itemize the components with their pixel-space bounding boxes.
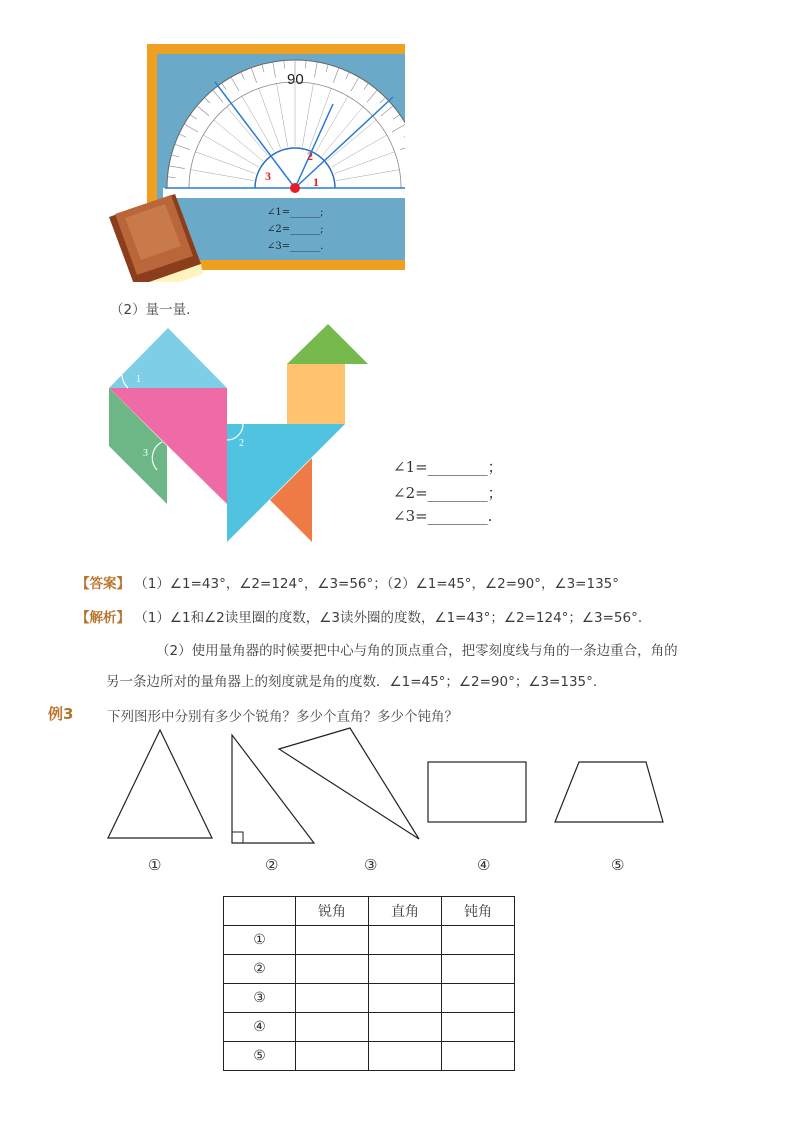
protractor-base <box>163 188 405 198</box>
part2-heading: （2）量一量. <box>110 302 191 318</box>
protractor-center-dot <box>290 183 300 193</box>
shape-1-acute-triangle <box>108 730 212 838</box>
analysis-line-3: 另一条边所对的量角器上的刻度就是角的度数．∠1=45°；∠2=90°；∠3=135°. <box>106 674 598 690</box>
table-row <box>224 955 515 984</box>
protractor-90: 90 <box>287 71 304 88</box>
table-header-empty <box>224 897 296 926</box>
example3-tag: 例3 <box>48 705 74 723</box>
table-cell[interactable] <box>442 1013 515 1042</box>
angle-label-2: 2 <box>307 149 313 163</box>
table-cell[interactable] <box>296 984 369 1013</box>
table-cell[interactable] <box>442 926 515 955</box>
table-header-acute: 锐角 <box>296 897 369 926</box>
table-cell[interactable] <box>369 926 442 955</box>
tangram-orange-square <box>287 364 345 424</box>
angle-count-table <box>223 896 515 1071</box>
blank-2: ∠2=______; <box>267 224 324 235</box>
tangram-label-2: 2 <box>239 438 244 449</box>
shape-4-rectangle <box>428 762 526 822</box>
table-row <box>224 926 515 955</box>
tangram-label-1: 1 <box>136 374 141 385</box>
table-cell[interactable] <box>296 1042 369 1071</box>
analysis-tag: 【解析】 <box>76 610 130 626</box>
table-row <box>224 1013 515 1042</box>
blank-3: ∠3=______. <box>267 241 324 252</box>
shape-2-right-triangle <box>232 735 314 843</box>
table-cell[interactable] <box>442 984 515 1013</box>
shape-label-5: ⑤ <box>611 856 625 874</box>
right-angle-mark <box>232 832 243 843</box>
answer-text: （1）∠1=43°，∠2=124°，∠3=56°；（2）∠1=45°，∠2=90°，∠3=135° <box>134 576 619 592</box>
example3-shapes <box>100 725 700 855</box>
shape-label-4: ④ <box>477 856 491 874</box>
table-cell[interactable] <box>296 926 369 955</box>
row-label: ③ <box>224 984 296 1013</box>
shape-label-1: ① <box>148 856 162 874</box>
protractor-panel <box>105 42 405 282</box>
answer-line <box>76 572 619 592</box>
row-label: ① <box>224 926 296 955</box>
row-label: ④ <box>224 1013 296 1042</box>
tangram-lightgreen-triangle <box>287 324 368 364</box>
blank-1: ∠1=______; <box>267 207 324 218</box>
shape-3-obtuse-triangle <box>279 728 419 839</box>
table-cell[interactable] <box>369 984 442 1013</box>
analysis-line-2: （2）使用量角器的时候要把中心与角的顶点重合，把零刻度线与角的一条边重合，角的 <box>156 643 678 659</box>
part2-blank-3: ∠3=________. <box>393 507 493 525</box>
shape-label-2: ② <box>265 856 279 874</box>
table-cell[interactable] <box>296 955 369 984</box>
example3-question: 下列图形中分别有多少个锐角？多少个直角？多少个钝角？ <box>107 709 458 725</box>
analysis-line-1 <box>76 606 642 626</box>
angle-label-3: 3 <box>265 169 271 183</box>
table-header-right: 直角 <box>369 897 442 926</box>
table-row <box>224 984 515 1013</box>
table-row <box>224 1042 515 1071</box>
angle-label-1: 1 <box>313 175 319 189</box>
row-label: ⑤ <box>224 1042 296 1071</box>
table-header-row <box>224 897 515 926</box>
answer-tag: 【答案】 <box>76 576 130 592</box>
table-cell[interactable] <box>442 955 515 984</box>
table-header-obtuse: 钝角 <box>442 897 515 926</box>
table-cell[interactable] <box>369 1013 442 1042</box>
shape-5-trapezoid <box>555 762 663 822</box>
table-cell[interactable] <box>369 1042 442 1071</box>
tangram-figure <box>100 318 400 548</box>
shape-label-3: ③ <box>364 856 378 874</box>
table-cell[interactable] <box>442 1042 515 1071</box>
tangram-top-triangle <box>109 328 227 388</box>
table-cell[interactable] <box>296 1013 369 1042</box>
tangram-cyan-triangle <box>227 424 345 542</box>
analysis-text-1: （1）∠1和∠2读里圈的度数，∠3读外圈的度数，∠1=43°；∠2=124°；∠3=56°. <box>134 610 643 626</box>
table-cell[interactable] <box>369 955 442 984</box>
tangram-label-3: 3 <box>143 448 148 459</box>
part2-blank-1: ∠1=________； <box>393 458 503 476</box>
part2-blank-2: ∠2=________； <box>393 484 503 502</box>
row-label: ② <box>224 955 296 984</box>
